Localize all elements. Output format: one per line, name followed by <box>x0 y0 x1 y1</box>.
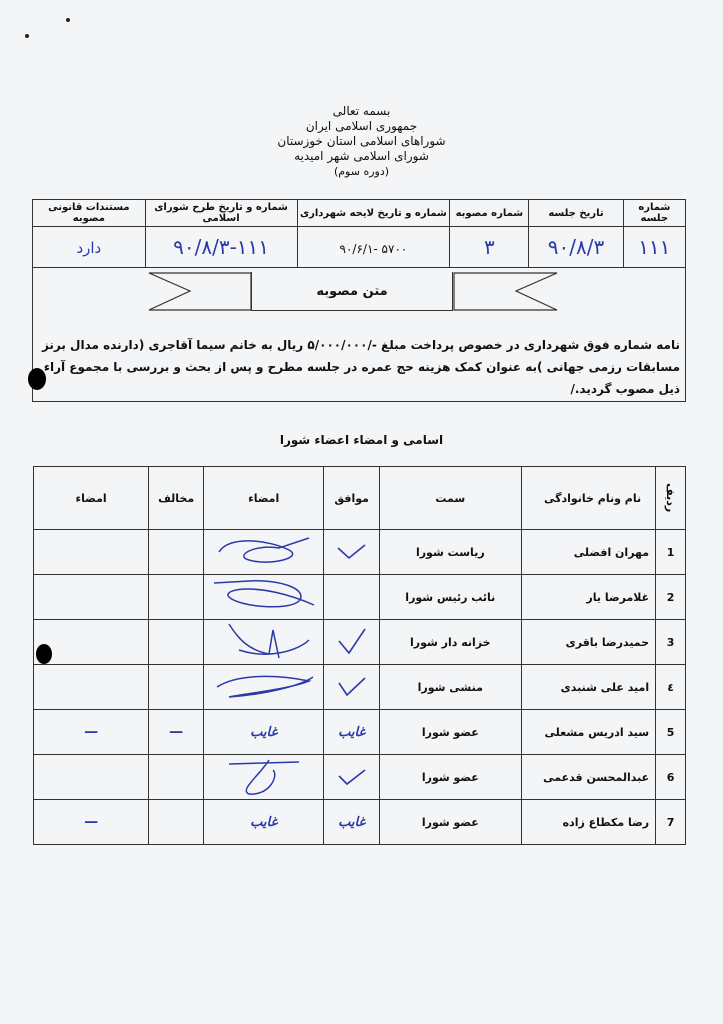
session-number-value: ۱۱۱ <box>638 235 671 259</box>
signature-cell <box>204 530 324 575</box>
checkmark-icon <box>335 542 369 562</box>
row-number: 1 <box>656 530 686 575</box>
header-council-plan: شماره و تاریخ طرح شورای اسلامی <box>145 200 297 227</box>
table-row <box>34 710 686 755</box>
hole-punch <box>36 644 52 664</box>
signature-2-cell <box>34 755 149 800</box>
resolution-text: نامه شماره فوق شهرداری در خصوص پرداخت مبلغ -/۵/۰۰۰/۰۰۰ ریال به خانم سیما آقاجری (دارنده مدال برنز مسابقات رزمی جهانی )به عنوان کمک هزینه حج عمره در جلسه مطرح و پس از بحث و بررسی با مجموع آراء ذیل مصوب گردید./ <box>41 338 680 396</box>
table-row <box>34 530 686 575</box>
oppose-cell <box>149 710 204 755</box>
resolution-banner <box>148 272 558 312</box>
council-plan-value: ۹۰/۸/۳-۱۱۱ <box>173 235 270 259</box>
municipal-bill <box>297 227 450 268</box>
signature-cell <box>204 575 324 620</box>
signature-icon <box>209 575 319 619</box>
absent-mark: غایب <box>250 814 278 830</box>
signature-cell <box>204 800 324 845</box>
agree-cell <box>324 620 380 665</box>
scan-speck <box>66 18 70 22</box>
member-name: عبدالمحسن قدعمی <box>521 755 655 800</box>
session-number <box>623 227 685 268</box>
header-line: جمهوری اسلامی ایران <box>305 119 418 133</box>
row-number: 2 <box>656 575 686 620</box>
row-number: ٤ <box>656 665 686 710</box>
agree-cell <box>324 530 380 575</box>
member-name: سید ادریس مشعلی <box>521 710 655 755</box>
header-role: سمت <box>379 467 521 530</box>
resolution-number <box>450 227 529 268</box>
header-session-number: شماره جلسه <box>623 200 685 227</box>
member-role: عضو شورا <box>379 755 521 800</box>
members-table <box>33 466 686 845</box>
session-date <box>529 227 623 268</box>
header-signature-2: امضاء <box>34 467 149 530</box>
absent-mark: غایب <box>338 814 366 830</box>
resolution-title: متن مصوبه <box>251 272 453 311</box>
absent-mark: غایب <box>338 724 366 740</box>
member-role: عضو شورا <box>379 710 521 755</box>
header-name: نام ونام خانوادگی <box>521 467 655 530</box>
agree-cell <box>324 710 380 755</box>
oppose-cell <box>149 665 204 710</box>
signature-2-cell <box>34 530 149 575</box>
signature-cell <box>204 665 324 710</box>
session-info-table <box>32 199 686 268</box>
checkmark-icon <box>335 627 369 657</box>
council-plan <box>145 227 297 268</box>
oppose-cell <box>149 575 204 620</box>
row-number: 6 <box>656 755 686 800</box>
agree-cell <box>324 800 380 845</box>
signature-cell <box>204 710 324 755</box>
row-number: 7 <box>656 800 686 845</box>
signature-cell <box>204 755 324 800</box>
resolution-number-value: ۳ <box>483 235 495 259</box>
row-number: 3 <box>656 620 686 665</box>
table-row <box>34 575 686 620</box>
hole-punch <box>28 368 46 390</box>
header-line: (دوره سوم) <box>333 165 390 178</box>
header-legal-documents: مستندات قانونی مصوبه <box>33 200 146 227</box>
legal-documents <box>33 227 146 268</box>
signature-icon <box>209 530 319 574</box>
oppose-cell <box>149 755 204 800</box>
member-role: خزانه دار شورا <box>379 620 521 665</box>
header-line: شورای اسلامی شهر امیدیه <box>294 149 429 163</box>
signature-2-cell <box>34 575 149 620</box>
header-agree: موافق <box>324 467 380 530</box>
members-title: اسامی و امضاء اعضاء شورا <box>279 433 444 447</box>
agree-cell <box>324 575 380 620</box>
member-role: منشی شورا <box>379 665 521 710</box>
dash-mark: — <box>169 724 184 740</box>
signature-icon <box>209 667 319 707</box>
table-row <box>34 620 686 665</box>
member-role: نائب رئیس شورا <box>379 575 521 620</box>
absent-mark: غایب <box>250 724 278 740</box>
document-header <box>0 104 723 179</box>
member-name: حمیدرضا باقری <box>521 620 655 665</box>
oppose-cell <box>149 620 204 665</box>
scan-speck <box>25 34 29 38</box>
agree-cell <box>324 755 380 800</box>
header-session-date: تاریخ جلسه <box>529 200 623 227</box>
row-number: 5 <box>656 710 686 755</box>
table-row <box>34 755 686 800</box>
header-oppose: مخالف <box>149 467 204 530</box>
table-row <box>34 665 686 710</box>
agree-cell <box>324 665 380 710</box>
oppose-cell <box>149 530 204 575</box>
header-municipal-bill: شماره و تاریخ لایحه شهرداری <box>297 200 450 227</box>
signature-2-cell <box>34 665 149 710</box>
signature-cell <box>204 620 324 665</box>
signature-2-cell <box>34 710 149 755</box>
member-role: ریاست شورا <box>379 530 521 575</box>
session-date-value: ۹۰/۸/۳ <box>547 235 605 259</box>
member-name: رضا مکطاع زاده <box>521 800 655 845</box>
header-line: شوراهای اسلامی استان خوزستان <box>277 134 446 148</box>
municipal-bill-value: ۵۷۰۰ -۹۰/۶/۱ <box>339 241 408 256</box>
header-line: بسمه تعالی <box>332 104 391 118</box>
checkmark-icon <box>335 766 369 788</box>
member-name: امید علی شنبدی <box>521 665 655 710</box>
signature-2-cell <box>34 800 149 845</box>
checkmark-icon <box>335 675 369 699</box>
signature-icon <box>209 756 319 798</box>
header-signature: امضاء <box>204 467 324 530</box>
member-name: غلامرضا یار <box>521 575 655 620</box>
signature-icon <box>209 620 319 664</box>
legal-documents-value: دارد <box>76 238 102 257</box>
header-resolution-number: شماره مصوبه <box>450 200 529 227</box>
dash-mark: — <box>84 814 99 830</box>
header-row-number: ردیف <box>656 467 686 530</box>
oppose-cell <box>149 800 204 845</box>
member-role: عضو شورا <box>379 800 521 845</box>
member-name: مهران افضلی <box>521 530 655 575</box>
table-row <box>34 800 686 845</box>
dash-mark: — <box>84 724 99 740</box>
